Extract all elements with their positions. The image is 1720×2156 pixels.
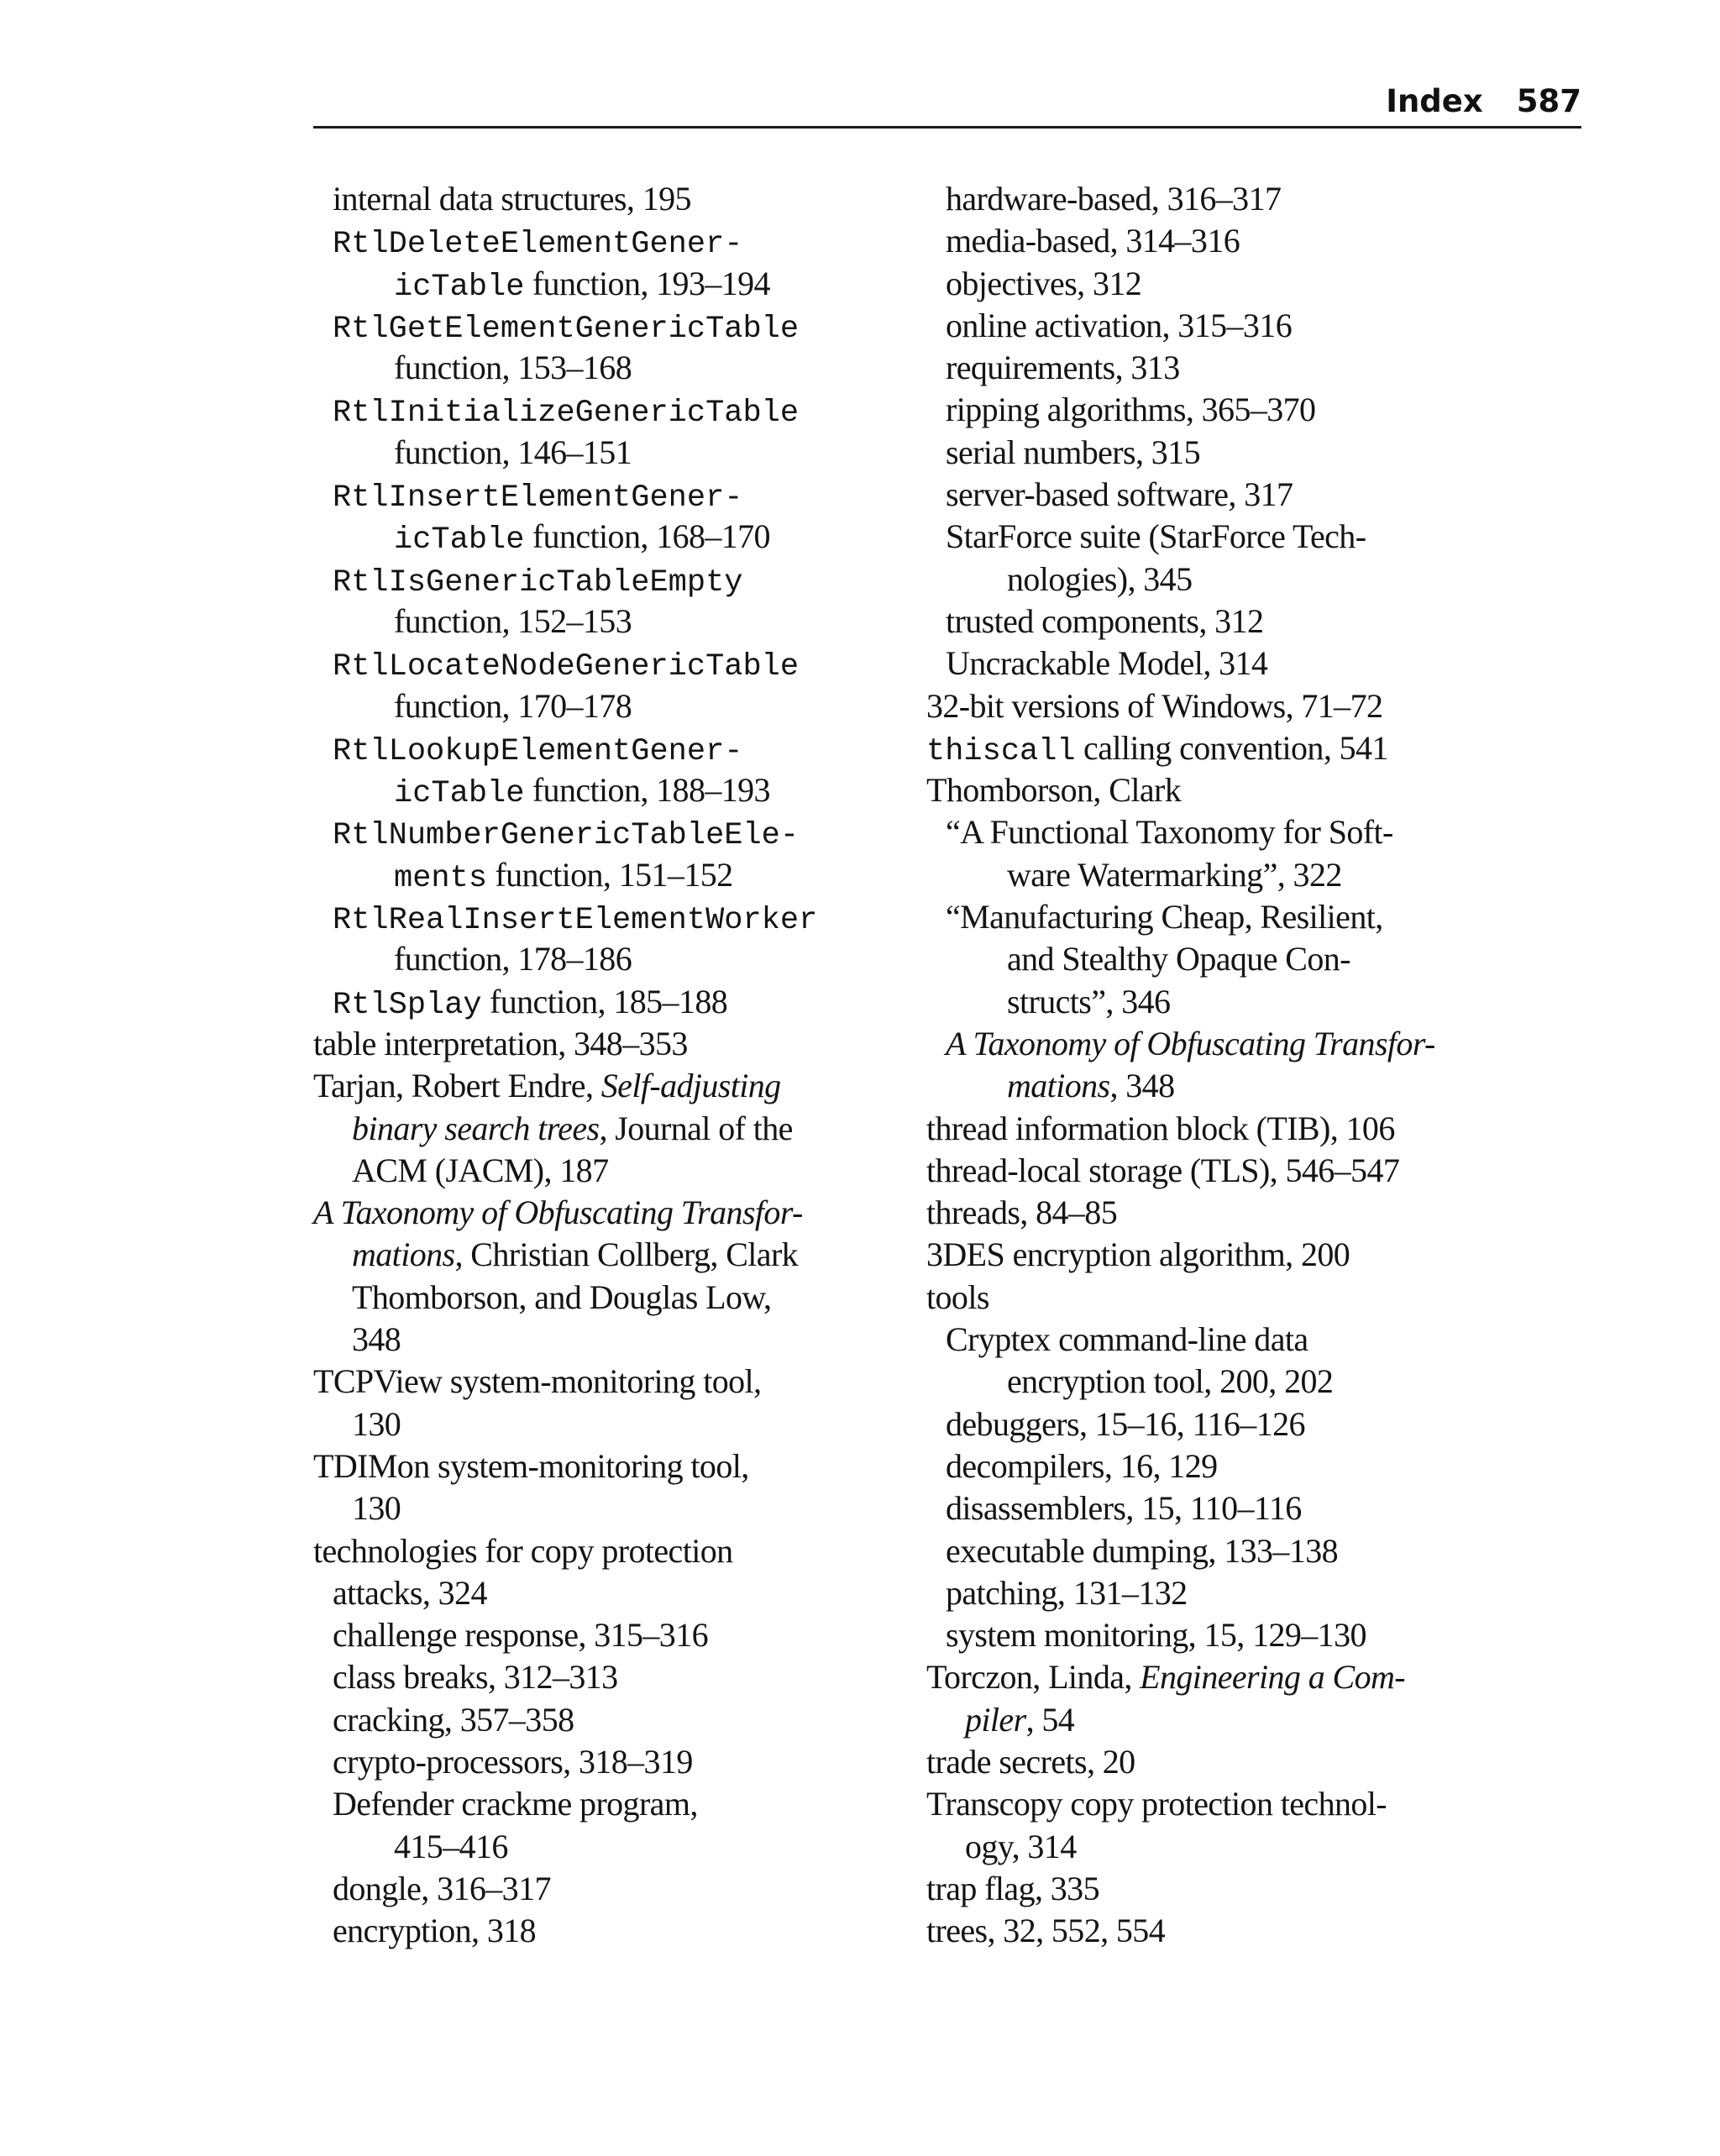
index-text: , 348 [1109, 1067, 1175, 1105]
index-line [313, 1108, 901, 1150]
index-line [313, 1614, 901, 1656]
index-line [926, 1108, 1514, 1150]
index-line [313, 1530, 901, 1572]
index-line [313, 220, 901, 262]
index-text: trees, 32, 552, 554 [926, 1912, 1166, 1950]
index-column-right [926, 178, 1514, 1952]
index-line [313, 1826, 901, 1868]
index-text: thread information block (TIB), 106 [926, 1109, 1395, 1147]
index-text: function, 153–168 [394, 349, 632, 387]
index-line [313, 1572, 901, 1614]
index-text: TDIMon system-monitoring tool, [313, 1446, 749, 1485]
index-line [313, 769, 901, 811]
index-line [926, 1614, 1514, 1656]
index-term-italic: piler [965, 1700, 1026, 1739]
index-term-code: RtlGetElementGenericTable [333, 311, 800, 347]
index-text: function, 151–152 [487, 855, 733, 894]
index-term-italic: binary search trees [352, 1109, 600, 1147]
index-text: Thomborson, Clark [926, 771, 1182, 810]
index-line [313, 1910, 901, 1952]
page-number: 587 [1516, 83, 1581, 119]
index-term-code: icTable [394, 269, 525, 305]
index-line [313, 178, 901, 220]
index-text: challenge response, 315–316 [333, 1616, 709, 1655]
index-line [313, 1192, 901, 1234]
index-text: trade secrets, 20 [926, 1742, 1135, 1781]
header-section-title: Index [1386, 83, 1483, 119]
index-text: hardware-based, 316–317 [946, 180, 1282, 218]
index-term-code: RtlNumberGenericTableEle- [333, 818, 800, 854]
index-text: online activation, 315–316 [946, 306, 1293, 344]
index-line [926, 1699, 1514, 1741]
index-line [313, 685, 901, 727]
index-text: cracking, 357–358 [333, 1700, 574, 1739]
index-line [313, 263, 901, 305]
index-text: tools [926, 1277, 989, 1316]
index-text: function, 188–193 [524, 771, 770, 810]
index-text: function, 185–188 [481, 982, 728, 1020]
index-text: and Stealthy Opaque Con- [1007, 940, 1350, 978]
index-line [926, 389, 1514, 431]
index-text: function, 146–151 [394, 433, 632, 471]
index-line [926, 1530, 1514, 1572]
index-term-italic: Engineering a Com- [1140, 1658, 1405, 1697]
index-text: requirements, 313 [946, 349, 1180, 387]
index-line [926, 1361, 1514, 1403]
index-text: StarForce suite (StarForce Tech- [946, 517, 1366, 556]
index-term-italic: Self-adjusting [600, 1067, 781, 1105]
index-text: calling convention, 541 [1075, 728, 1388, 767]
index-text: disassemblers, 15, 110–116 [946, 1489, 1302, 1528]
index-line [313, 1319, 901, 1361]
header-text [1386, 81, 1581, 123]
index-text: TCPView system-monitoring tool, [313, 1362, 762, 1401]
index-text: debuggers, 15–16, 116–126 [946, 1404, 1305, 1443]
index-line [313, 1487, 901, 1529]
index-line [313, 559, 901, 601]
index-text: Transcopy copy protection technol- [926, 1785, 1387, 1823]
index-text: 3DES encryption algorithm, 200 [926, 1235, 1350, 1274]
index-line [926, 1403, 1514, 1445]
index-line [313, 938, 901, 980]
index-text: nologies), 345 [1007, 559, 1193, 598]
index-line [313, 1403, 901, 1445]
index-text: 130 [352, 1404, 401, 1443]
index-line [926, 854, 1514, 896]
index-line [926, 1445, 1514, 1487]
index-text: server-based software, 317 [946, 475, 1293, 514]
index-text: encryption, 318 [333, 1912, 537, 1950]
index-text: 130 [352, 1489, 401, 1528]
index-line [313, 1150, 901, 1192]
index-text: “A Functional Taxonomy for Soft- [946, 813, 1393, 852]
index-line [313, 1699, 901, 1741]
index-line [313, 1783, 901, 1825]
index-line [313, 1656, 901, 1698]
index-line [926, 1023, 1514, 1065]
index-text: 32-bit versions of Windows, 71–72 [926, 686, 1383, 725]
index-text: Torczon, Linda, [926, 1658, 1141, 1697]
index-term-code: icTable [394, 776, 525, 812]
index-text: “Manufacturing Cheap, Resilient, [946, 898, 1383, 936]
index-text: system monitoring, 15, 129–130 [946, 1616, 1366, 1655]
index-line [313, 727, 901, 769]
index-text: Thomborson, and Douglas Low, [352, 1277, 772, 1316]
index-line [313, 516, 901, 558]
index-term-code: ments [394, 860, 488, 896]
index-line [313, 1445, 901, 1487]
index-line [926, 643, 1514, 685]
index-text: class breaks, 312–313 [333, 1658, 618, 1697]
index-text: structs”, 346 [1007, 982, 1171, 1020]
index-text: serial numbers, 315 [946, 433, 1200, 471]
index-line [926, 1277, 1514, 1319]
index-text: table interpretation, 348–353 [313, 1024, 688, 1062]
index-text: attacks, 324 [333, 1573, 487, 1612]
index-text: patching, 131–132 [946, 1573, 1188, 1612]
index-text: function, 152–153 [394, 601, 632, 640]
index-text: ACM (JACM), 187 [352, 1151, 609, 1189]
index-text: Uncrackable Model, 314 [946, 644, 1268, 683]
index-text: 415–416 [394, 1827, 508, 1865]
index-text: Defender crackme program, [333, 1785, 698, 1823]
index-text: ripping algorithms, 365–370 [946, 391, 1316, 429]
index-text: function, 193–194 [524, 264, 770, 302]
index-line [926, 1868, 1514, 1910]
index-line [313, 347, 901, 389]
index-line [926, 1826, 1514, 1868]
index-text: executable dumping, 133–138 [946, 1531, 1339, 1570]
index-line [313, 811, 901, 853]
index-text: Tarjan, Robert Endre, [313, 1067, 601, 1105]
index-line [926, 220, 1514, 262]
index-line [926, 178, 1514, 220]
index-line [926, 811, 1514, 853]
index-text: dongle, 316–317 [333, 1869, 551, 1907]
index-line [926, 685, 1514, 727]
index-text: 348 [352, 1320, 401, 1359]
index-line [926, 769, 1514, 811]
running-header [313, 81, 1581, 129]
index-text: function, 168–170 [524, 517, 770, 556]
index-line [313, 896, 901, 938]
index-text: technologies for copy protection [313, 1531, 733, 1570]
index-text: crypto-processors, 318–319 [333, 1742, 693, 1781]
index-line [926, 1234, 1514, 1276]
index-term-code: RtlInsertElementGener- [333, 480, 743, 517]
index-text: internal data structures, 195 [333, 180, 691, 218]
index-line [313, 854, 901, 896]
index-term-code: RtlSplay [333, 987, 482, 1023]
index-line [926, 1910, 1514, 1952]
index-line [926, 347, 1514, 389]
index-line [313, 1065, 901, 1107]
index-line [313, 1361, 901, 1403]
index-line [926, 516, 1514, 558]
index-line [926, 1319, 1514, 1361]
index-line [926, 1150, 1514, 1192]
index-line [926, 1783, 1514, 1825]
index-line [926, 896, 1514, 938]
index-text: media-based, 314–316 [946, 222, 1240, 260]
index-line [926, 981, 1514, 1023]
index-line [313, 1023, 901, 1065]
index-line [926, 601, 1514, 643]
index-text: function, 178–186 [394, 940, 632, 978]
index-term-code: RtlIsGenericTableEmpty [333, 564, 743, 601]
index-term-italic: A Taxonomy of Obfuscating Transfor- [313, 1193, 803, 1232]
index-term-italic: A Taxonomy of Obfuscating Transfor- [946, 1024, 1435, 1062]
index-text: , Christian Collberg, Clark [454, 1235, 799, 1274]
index-text: trusted components, 312 [946, 601, 1264, 640]
index-line [313, 389, 901, 431]
index-line [313, 1741, 901, 1783]
index-line [313, 1868, 901, 1910]
index-line [313, 1234, 901, 1276]
index-line [926, 1572, 1514, 1614]
index-column-left [313, 178, 901, 1952]
index-line [313, 1277, 901, 1319]
index-text: threads, 84–85 [926, 1193, 1118, 1232]
index-term-code: icTable [394, 522, 525, 559]
index-line [926, 432, 1514, 474]
index-text: Cryptex command-line data [946, 1320, 1308, 1359]
index-line [313, 601, 901, 643]
index-text: decompilers, 16, 129 [946, 1446, 1218, 1485]
index-line [926, 305, 1514, 347]
index-term-code: RtlRealInsertElementWorker [333, 903, 818, 939]
index-term-italic: mations [352, 1235, 455, 1274]
index-line [926, 938, 1514, 980]
index-term-code: RtlDeleteElementGener- [333, 227, 743, 263]
index-text: encryption tool, 200, 202 [1007, 1362, 1334, 1401]
index-term-code: RtlLookupElementGener- [333, 733, 743, 769]
index-line [313, 643, 901, 685]
index-line [926, 559, 1514, 601]
index-text: objectives, 312 [946, 264, 1142, 302]
index-line [926, 727, 1514, 769]
index-term-code: RtlLocateNodeGenericTable [333, 649, 800, 685]
index-text: ware Watermarking”, 322 [1007, 855, 1342, 894]
index-text: thread-local storage (TLS), 546–547 [926, 1151, 1400, 1189]
index-line [926, 263, 1514, 305]
index-line [926, 1741, 1514, 1783]
index-line [313, 981, 901, 1023]
index-line [926, 474, 1514, 516]
index-line [926, 1192, 1514, 1234]
index-text: function, 170–178 [394, 686, 632, 725]
index-term-italic: mations [1007, 1067, 1110, 1105]
index-line [313, 474, 901, 516]
index-term-code: thiscall [926, 733, 1076, 769]
index-line [926, 1656, 1514, 1698]
index-line [926, 1487, 1514, 1529]
index-text: , 54 [1025, 1700, 1075, 1739]
index-text: trap flag, 335 [926, 1869, 1099, 1907]
index-text: ogy, 314 [965, 1827, 1077, 1865]
index-term-code: RtlInitializeGenericTable [333, 396, 800, 432]
index-text: , Journal of the [599, 1109, 793, 1147]
index-line [313, 432, 901, 474]
index-line [313, 305, 901, 347]
index-line [926, 1065, 1514, 1107]
